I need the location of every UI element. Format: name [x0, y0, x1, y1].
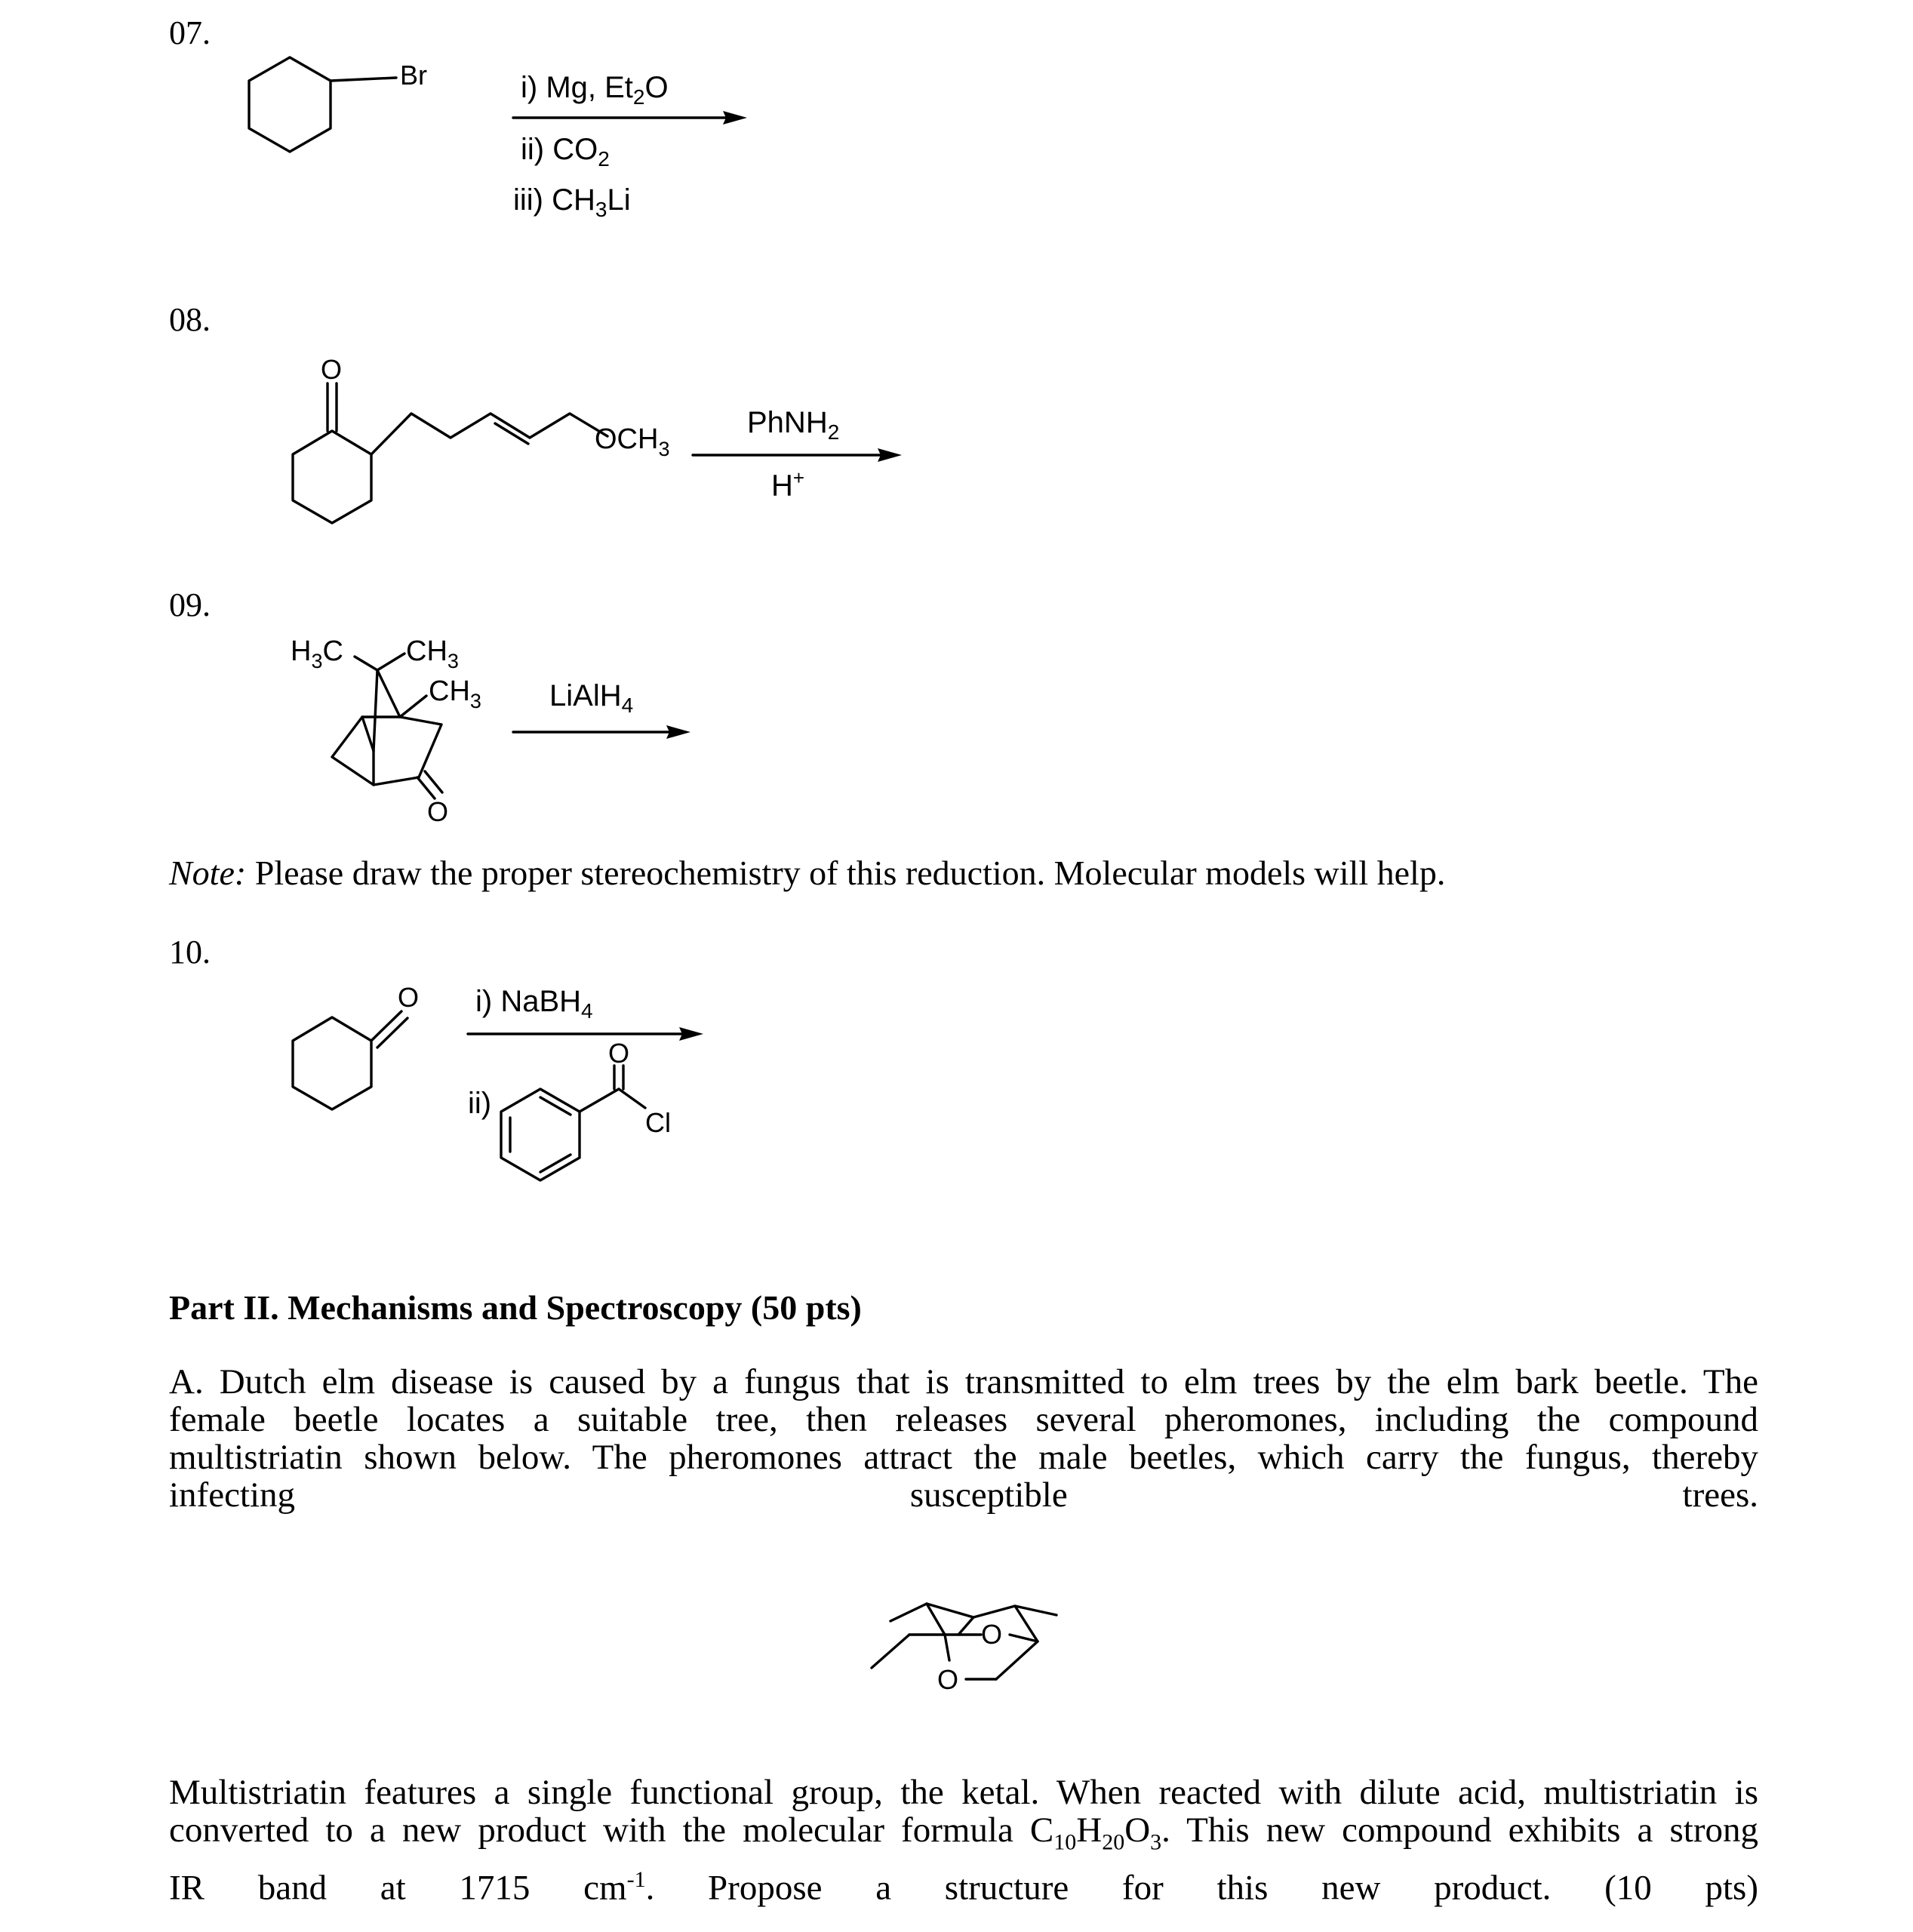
- camphor-oxygen-label: O: [427, 796, 449, 827]
- reagent-07-i: i) Mg, $Et_2O$: [521, 71, 669, 109]
- reagent-10-ii: ii): [468, 1087, 492, 1120]
- chlorine-label: Cl: [645, 1107, 671, 1138]
- problem-number-10: 10.: [169, 934, 211, 971]
- ketone-oxygen-label: O: [321, 354, 343, 385]
- multistriatin-oxygen-upper: O: [981, 1619, 1003, 1650]
- reagent-07-ii: ii) $CO_2$: [521, 133, 610, 171]
- note-text: Please draw the proper stereochemistry of this reduction. Molecular models will help.: [246, 854, 1446, 892]
- reagent-08-above: PhNH$_2$: [747, 406, 840, 444]
- reagent-10-i: i) NaBH$_4$: [475, 985, 593, 1023]
- problem-number-08: 08.: [169, 301, 211, 338]
- paragraph-a-line-4: infecting susceptible trees.: [169, 1475, 1758, 1515]
- multistriatin-oxygen-lower: O: [937, 1664, 959, 1695]
- ch3-top-label: $CH_3$: [406, 635, 459, 672]
- paragraph-b: [169, 1774, 1758, 1907]
- reagent-08-below: H+: [771, 466, 805, 503]
- methoxy-label: $OCH_3$: [595, 423, 670, 460]
- note-prefix: Note:: [169, 854, 247, 892]
- paragraph-a-line-1: A. Dutch elm disease is caused by a fungus that is transmitted to elm trees by the elm bark beetle. The: [169, 1362, 1758, 1401]
- paragraph-b-line-3: IR band at 1715 $cm^{-1}$. Propose a structure for this new product. (10 pts): [169, 1867, 1759, 1909]
- acyl-oxygen-label: O: [608, 1038, 630, 1069]
- problem-number-07: 07.: [169, 14, 211, 51]
- reagent-09: LiAlH$_4$: [549, 679, 634, 717]
- paragraph-b-line-1: Multistriatin features a single functional group, the ketal. When reacted with dilute acid, multistriatin is: [169, 1773, 1758, 1812]
- paragraph-a-line-2: female beetle locates a suitable tree, then releases several pheromones, including the compound: [169, 1400, 1758, 1439]
- paragraph-a-line-3: multistriatin shown below. The pheromones attract the male beetles, which carry the fungus, thereby: [169, 1438, 1758, 1477]
- reagent-07-iii: iii) $CH_3Li$: [513, 183, 631, 221]
- h3c-label: $H_3C$: [291, 635, 343, 672]
- part2-heading: Part II. Mechanisms and Spectroscopy (50 pts): [169, 1288, 862, 1327]
- problem-number-09: 09.: [169, 586, 211, 623]
- ch3-bridgehead-label: $CH_3$: [429, 675, 481, 712]
- paragraph-b-line-2: converted to a new product with the molecular formula $C_{10}H_{20}O_3$. This new compound exhibits a strong: [169, 1810, 1758, 1855]
- cyclohexanone-oxygen-label: O: [398, 982, 420, 1013]
- bromine-label: Br: [400, 60, 427, 91]
